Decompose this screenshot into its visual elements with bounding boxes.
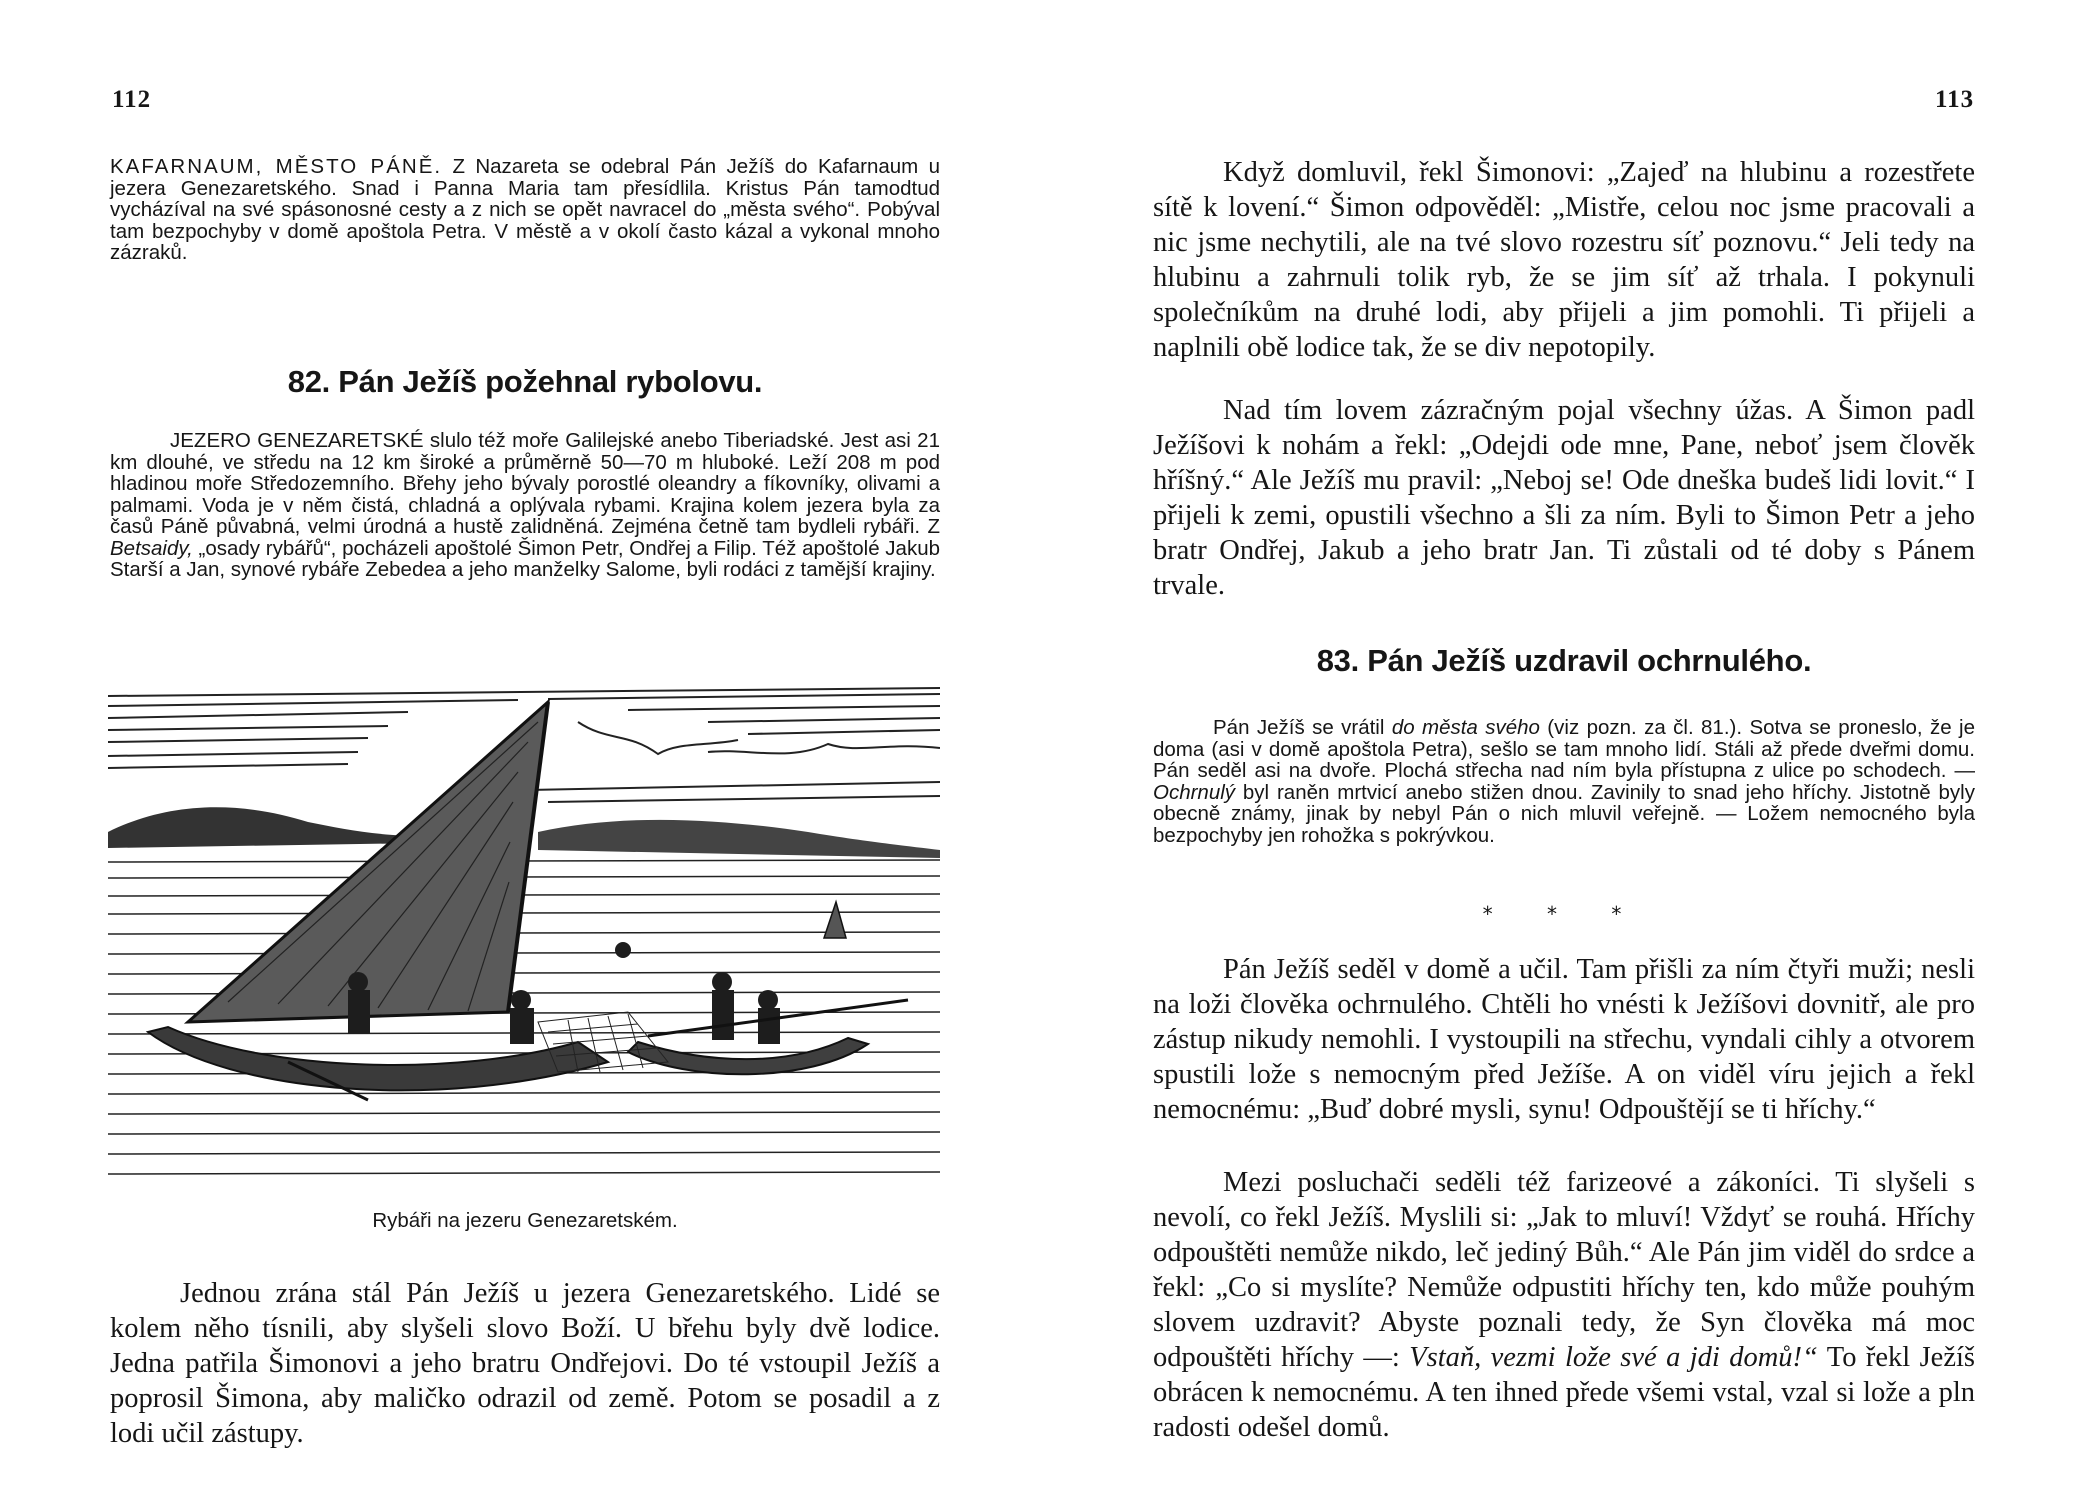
chapter-82-note: [110, 430, 940, 581]
chapter-heading-83: 83. Pán Ježíš uzdravil ochrnulého.: [1316, 643, 1812, 678]
chapter-82-body: Jednou zrána stál Pán Ježíš u jezera Genezaretského. Lidé se kolem něho tísnili, aby slyšeli slovo Boží. U břehu byly dvě lodice. Jedna patřila Šimonovi a jeho bratru Ondřejovi. Do té vstoupil Ježíš a poprosil Šimona, aby maličko odrazil od země. Potom se posadil a z lodi učil zástupy.: [110, 1278, 940, 1449]
chapter-82-paragraph-2: Když domluvil, řekl Šimonovi: „Zajeď na hlubinu a rozestřete sítě k lovení.“ Šimon odpověděl: „Mistře, celou noc jsme pracovali a nic jsme nechytili, ale na tvé slovo rozestru síť poznovu.“ Jeli tedy na hlubinu a zahrnuli tolik ryb, že se jim síť až trhala. I pokynuli společníkům na druhé lodi, aby přijeli a jim pomohli. Ti přijeli a naplnili obě lodice tak, že se div nepotopily.: [1153, 157, 1975, 363]
note-italic: Betsaidy,: [110, 536, 193, 560]
chapter-heading-82: 82. Pán Ježíš požehnal rybolovu.: [287, 364, 763, 399]
chapter-82-paragraph-3: Nad tím lovem zázračným pojal všechny úžas. A Šimon padl Ježíšovi k nohám a řekl: „Odejdi ode mne, Pane, neboť jsem člověk hříšný.“ Ale Ježíš mu pravil: „Neboj se! Ode dneška budeš lidi lovit.“ I přijeli k zemi, opustili všechno a šli za ním. Byli to Šimon Petr a jeho bratr Ondřej, Jakub a jeho bratr Jan. Ti zůstali od té doby s Pánem trvale.: [1153, 395, 1975, 601]
chapter-83-paragraph-2: [1153, 1165, 1975, 1445]
note-lead: JEZERO GENEZARETSKÉ: [170, 429, 424, 452]
note-italic-1: do města svého: [1391, 716, 1540, 739]
section-divider: * * *: [1482, 902, 1646, 926]
note-c: byl raněn mrtvicí anebo stižen dnou. Zavinily to snad jeho hříchy. Jistotně byly obecně známy, jinak by nebyl Pán o nich mluvil veřejně. — Ložem nemocného byla bezpochyby jen rohožka s pokrývkou.: [1153, 780, 1975, 847]
note-text-a: slulo též moře Galilejské anebo Tiberiadské. Jest asi 21 km dlouhé, ve středu na 12 km široké a průměrně 50—70 m hluboké. Leží 208 m pod hladinou moře Středozemního. Břehy jeho bývaly porostlé oleandry a fíkovníky, olivami a palmami. Voda je v něm čistá, chladná a oplývala rybami. Krajina kolem jezera byla za časů Páně půvabná, velmi úrodná a hustě zalidněná. Zejména četně tam bydleli rybáři. Z: [110, 429, 940, 538]
intro-note: [110, 156, 940, 264]
chapter-83-note: [1153, 717, 1975, 846]
note-b: (viz pozn. za čl. 81.). Sotva se proneslo, že je doma (asi v domě apoštola Petra), sešlo se tam mnoho lidí. Stáli až přede dveřmi domu. Pán seděl asi na dvoře. Plochá střecha nad ním byla přístupna z ulice po schodech. —: [1153, 716, 1975, 782]
page-number: 112: [112, 86, 152, 113]
note-text-b: „osady rybářů“, pocházeli apoštolé Šimon Petr, Ondřej a Filip. Též apoštolé Jakub Starší a Jan, synové rybáře Zebedea a jeho manželky Salome, byli rodáci z tamější krajiny.: [110, 536, 940, 581]
fishermen-illustration: [108, 682, 940, 1190]
intro-lead: KAFARNAUM, MĚSTO PÁNĚ.: [110, 155, 443, 178]
p4-text-b: To řekl Ježíš obrácen k nemocnému. A ten ihned přede všemi vstal, vzal si lože a pln radosti odešel domů.: [1153, 1342, 1975, 1443]
page-number: 113: [1935, 86, 1975, 113]
chapter-83-paragraph-1: Pán Ježíš seděl v domě a učil. Tam přišli za ním čtyři muži; nesli na loži člověka ochrnulého. Chtěli ho vnésti k Ježíšovi dovnitř, ale pro zástup nikudy nemohli. I vystoupili na střechu, vyndali cihly a otvorem spustili lože s nemocným před Ježíše. A on viděl víru jejich a řekl nemocnému: „Buď dobré mysli, synu! Odpouštějí se ti hříchy.“: [1153, 954, 1975, 1125]
figure-caption: Rybáři na jezeru Genezaretském.: [372, 1209, 678, 1232]
p4-italic: Vstaň, vezmi lože své a jdi domů!“: [1409, 1342, 1818, 1373]
note-a: Pán Ježíš se vrátil: [1213, 716, 1392, 739]
note-italic-2: Ochrnulý: [1153, 780, 1236, 804]
intro-text: Z Nazareta se odebral Pán Ježíš do Kafarnaum u jezera Genezaretského. Snad i Panna Maria tam přesídlila. Kristus Pán tamodtud vycházíval na své spásonosné cesty a z nich se opět navracel do „města svého“. Pobýval tam bezpochyby v domě apoštola Petra. V městě a v okolí často kázal a vykonal mnoho zázraků.: [110, 155, 941, 264]
p4-text-a: Mezi posluchači seděli též farizeové a zákoníci. Ti slyšeli s nevolí, co řekl Ježíš. Myslili si: „Jak to mluví! Vždyť se rouhá. Hříchy odpouštěti nemůže nikdo, leč jediný Bůh.“ Ale Pán jim viděl do srdce a řekl: „Co si myslíte? Nemůže odpustiti hříchy ten, kdo může pouhým slovem uzdravit? Abyste poznali tedy, že Syn člověka má moc odpouštěti hříchy —:: [1153, 1167, 1975, 1373]
